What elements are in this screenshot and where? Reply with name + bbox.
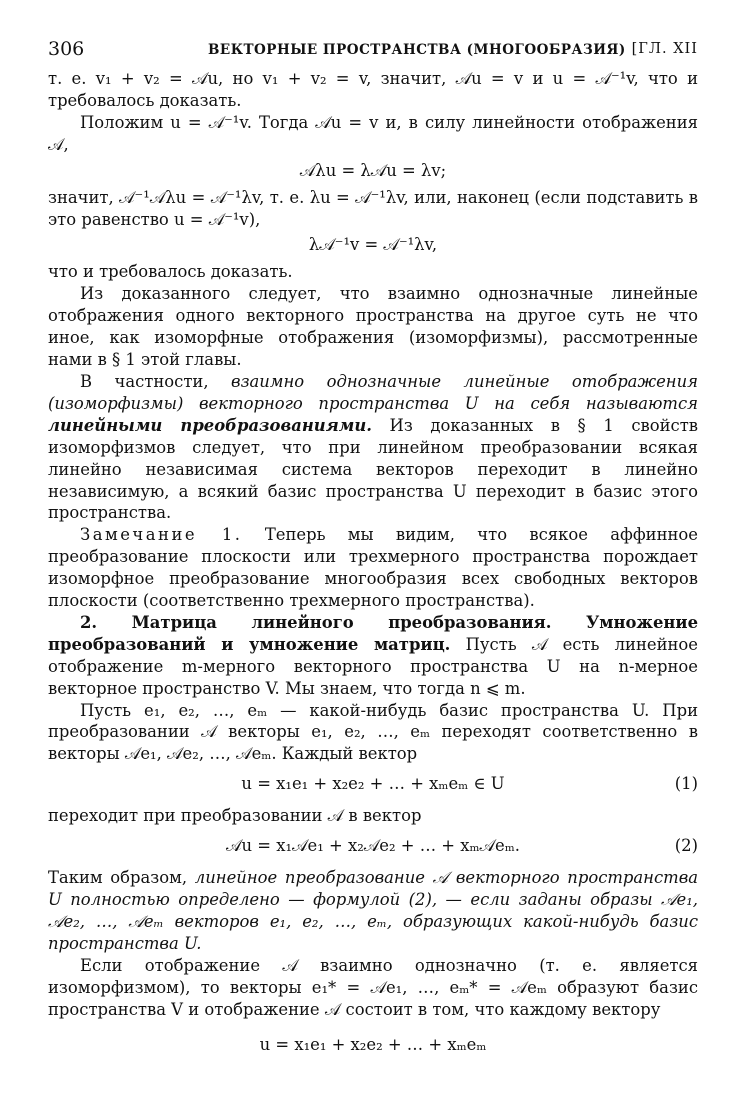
italic-text: линейное преобразование 𝒜 векторного пространства U полностью определено — формулой (2), — если заданы образы 𝒜e₁, 𝒜e₂, …, 𝒜eₘ векторов e₁, e₂, …, eₘ, образующих какой-нибудь базис пространства U. — [48, 868, 699, 953]
paragraph: Если отображение 𝒜 взаимно однозначно (т. е. является изоморфизмом), то векторы e₁* = 𝒜e₁, …, eₘ* = 𝒜eₘ образуют базис пространства V и отображение 𝒜 состоит в том, что каждому вектору — [48, 955, 698, 1019]
equation: u = x₁e₁ + x₂e₂ + … + xₘeₘ — [259, 1034, 487, 1054]
page-header — [48, 38, 698, 68]
text-run: В частности, — [80, 371, 209, 391]
paragraph: что и требовалось доказать. — [48, 262, 293, 282]
paragraph: Положим u = 𝒜⁻¹v. Тогда 𝒜u = v и, в силу линейности отображения 𝒜, — [48, 112, 698, 154]
paragraph — [48, 867, 698, 955]
equation-2 — [48, 831, 698, 861]
equation-number: (1) — [674, 774, 698, 794]
italic-text: взаимно однозначные линейные отображения (изоморфизмы) векторного пространства U на себя называются — [48, 371, 698, 413]
text-run: Таким образом, — [48, 868, 188, 888]
page-number: 306 — [48, 38, 85, 60]
paragraph: значит, 𝒜⁻¹𝒜λu = 𝒜⁻¹λv, т. е. λu = 𝒜⁻¹λv, или, наконец (если подставить в это равенство u = 𝒜⁻¹v), — [48, 187, 698, 229]
paragraph — [48, 612, 698, 700]
paragraph: переходит при преобразовании 𝒜 в вектор — [48, 806, 422, 826]
equation-body: u = x₁e₁ + x₂e₂ + … + xₘeₘ ∈ U — [241, 774, 505, 794]
paragraph: Пусть e₁, e₂, …, eₘ — какой-нибудь базис пространства U. При преобразовании 𝒜 векторы e₁, e₂, …, eₘ переходят соответственно в векторы 𝒜e₁, 𝒜e₂, …, 𝒜eₘ. Каждый вектор — [48, 700, 698, 764]
equation: 𝒜λu = λ𝒜u = λv; — [299, 160, 447, 180]
chapter-label: [ГЛ. XII — [631, 41, 698, 57]
equation: λ𝒜⁻¹v = 𝒜⁻¹λv, — [308, 235, 438, 255]
book-page — [48, 38, 698, 1059]
paragraph: т. е. v₁ + v₂ = 𝒜u, но v₁ + v₂ = v, значит, 𝒜u = v и u = 𝒜⁻¹v, что и требовалось доказать. — [48, 69, 698, 110]
equation-body: 𝒜u = x₁𝒜e₁ + x₂𝒜e₂ + … + xₘ𝒜eₘ. — [225, 836, 520, 856]
remark-label: Замечание 1. — [80, 525, 243, 545]
text-run: Из доказанных в § 1 свойств изоморфизмов следует, что при линейном преобразовании всякая линейно независимая система векторов переходит в линейно независимую, а всякий базис пространства U переходит в базис этого пространства. — [48, 415, 699, 523]
defined-term: линейными преобразованиями. — [48, 415, 372, 435]
paragraph — [48, 371, 698, 524]
text-run: Пусть 𝒜 есть линейное отображение m-мерного векторного пространства U на n-мерное векторное пространство V. Мы знаем, что тогда n ⩽ m. — [48, 634, 698, 698]
equation-1 — [48, 769, 698, 799]
section-title: 2. Матрица линейного преобразования. Умножение преобразований и умножение матриц. — [48, 612, 698, 654]
text-run: Теперь мы видим, что всякое аффинное преобразование плоскости или трехмерного пространства порождает изоморфное преобразование многообразия всех свободных векторов плоскости (соответственно трехмерного пространства). — [48, 525, 698, 611]
paragraph: Из доказанного следует, что взаимно однозначные линейные отображения одного векторного пространства на другое суть не что иное, как изоморфные отображения (изоморфизмы), рассмотренные нами в § 1 этой главы. — [48, 284, 698, 370]
equation-number: (2) — [674, 836, 698, 856]
paragraph — [48, 524, 698, 612]
running-title: ВЕКТОРНЫЕ ПРОСТРАНСТВА (МНОГООБРАЗИЯ) — [208, 42, 626, 58]
